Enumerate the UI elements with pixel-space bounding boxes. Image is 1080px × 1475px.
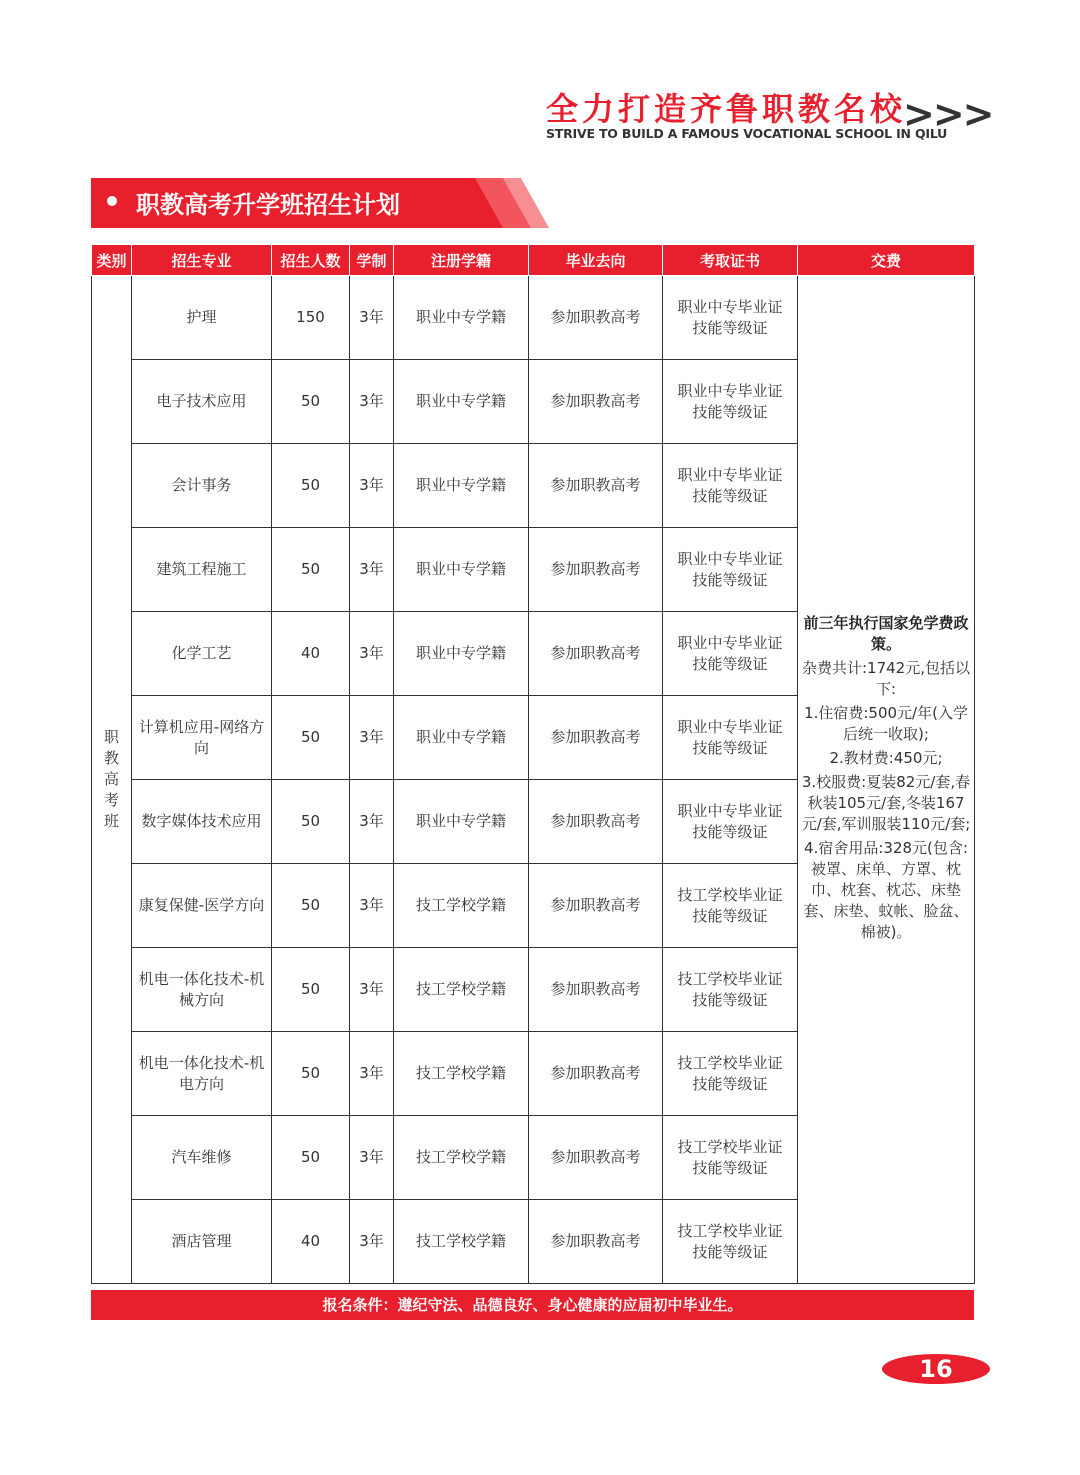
certificate-diploma: 职业中专毕业证 (677, 717, 783, 736)
registry-cell: 职业中专学籍 (394, 444, 529, 528)
years-cell: 3年 (350, 444, 394, 528)
registry-cell: 职业中专学籍 (394, 696, 529, 780)
registry-cell: 职业中专学籍 (394, 780, 529, 864)
certificate-skill: 技能等级证 (692, 990, 768, 1009)
registry-cell: 职业中专学籍 (394, 276, 529, 360)
table-header-row (92, 245, 975, 276)
requirements-bar: 报名条件：遵纪守法、品德良好、身心健康的应届初中毕业生。 (91, 1290, 974, 1320)
years-cell: 3年 (350, 612, 394, 696)
certificate-diploma: 职业中专毕业证 (677, 465, 783, 484)
registry-cell: 技工学校学籍 (394, 864, 529, 948)
fees-item-4: 4.宿舍用品:328元(包含:被罩、床单、方罩、枕巾、枕套、枕芯、床垫套、床垫、蚊帐、脸盆、棉被)。 (803, 839, 969, 941)
certificate-cell (663, 360, 798, 444)
certificate-cell (663, 864, 798, 948)
years-cell: 3年 (350, 1116, 394, 1200)
certificate-diploma: 职业中专毕业证 (677, 801, 783, 820)
certificate-cell (663, 444, 798, 528)
fees-item-2: 2.教材费:450元; (829, 749, 943, 767)
certificate-diploma: 技工学校毕业证 (677, 885, 783, 904)
header-arrows: >>> (903, 92, 993, 136)
count-cell: 50 (272, 948, 350, 1032)
years-cell: 3年 (350, 864, 394, 948)
certificate-skill: 技能等级证 (692, 402, 768, 421)
certificate-diploma: 技工学校毕业证 (677, 1053, 783, 1072)
certificate-skill: 技能等级证 (692, 486, 768, 505)
certificate-cell (663, 1032, 798, 1116)
certificate-cell (663, 528, 798, 612)
count-cell: 50 (272, 696, 350, 780)
registry-cell: 技工学校学籍 (394, 1032, 529, 1116)
years-cell: 3年 (350, 276, 394, 360)
header-registry: 注册学籍 (394, 245, 529, 276)
enrollment-table (91, 245, 975, 1284)
certificate-cell (663, 1200, 798, 1284)
table-row (92, 276, 975, 360)
years-cell: 3年 (350, 1032, 394, 1116)
header-fees: 交费 (798, 245, 975, 276)
destination-cell: 参加职教高考 (529, 948, 663, 1032)
certificate-diploma: 职业中专毕业证 (677, 549, 783, 568)
registry-cell: 技工学校学籍 (394, 1116, 529, 1200)
major-cell: 机电一体化技术-机电方向 (132, 1032, 272, 1116)
major-cell: 计算机应用-网络方向 (132, 696, 272, 780)
count-cell: 50 (272, 360, 350, 444)
registry-cell: 职业中专学籍 (394, 528, 529, 612)
count-cell: 50 (272, 864, 350, 948)
destination-cell: 参加职教高考 (529, 780, 663, 864)
certificate-skill: 技能等级证 (692, 1074, 768, 1093)
certificate-diploma: 职业中专毕业证 (677, 633, 783, 652)
major-cell: 建筑工程施工 (132, 528, 272, 612)
certificate-cell (663, 696, 798, 780)
destination-cell: 参加职教高考 (529, 360, 663, 444)
certificate-cell (663, 780, 798, 864)
years-cell: 3年 (350, 948, 394, 1032)
bullet-icon (107, 196, 117, 206)
certificate-cell (663, 612, 798, 696)
destination-cell: 参加职教高考 (529, 276, 663, 360)
header-count: 招生人数 (272, 245, 350, 276)
certificate-cell (663, 1116, 798, 1200)
certificate-cell (663, 276, 798, 360)
years-cell: 3年 (350, 360, 394, 444)
certificate-diploma: 技工学校毕业证 (677, 969, 783, 988)
category-label: 职教高考班 (103, 728, 119, 830)
registry-cell: 技工学校学籍 (394, 1200, 529, 1284)
major-cell: 会计事务 (132, 444, 272, 528)
header-certificate: 考取证书 (663, 245, 798, 276)
count-cell: 40 (272, 1200, 350, 1284)
years-cell: 3年 (350, 696, 394, 780)
header-category: 类别 (92, 245, 132, 276)
certificate-cell (663, 948, 798, 1032)
count-cell: 50 (272, 780, 350, 864)
fees-cell (798, 276, 975, 1284)
header-subtitle: STRIVE TO BUILD A FAMOUS VOCATIONAL SCHOOL IN QILU (546, 126, 948, 141)
category-cell (92, 276, 132, 1284)
destination-cell: 参加职教高考 (529, 1200, 663, 1284)
major-cell: 电子技术应用 (132, 360, 272, 444)
registry-cell: 职业中专学籍 (394, 360, 529, 444)
header-destination: 毕业去向 (529, 245, 663, 276)
certificate-skill: 技能等级证 (692, 738, 768, 757)
certificate-diploma: 技工学校毕业证 (677, 1221, 783, 1240)
count-cell: 50 (272, 528, 350, 612)
major-cell: 数字媒体技术应用 (132, 780, 272, 864)
section-title: 职教高考升学班招生计划 (136, 191, 400, 219)
certificate-skill: 技能等级证 (692, 1242, 768, 1261)
count-cell: 40 (272, 612, 350, 696)
years-cell: 3年 (350, 1200, 394, 1284)
major-cell: 汽车维修 (132, 1116, 272, 1200)
destination-cell: 参加职教高考 (529, 444, 663, 528)
registry-cell: 技工学校学籍 (394, 948, 529, 1032)
fees-item-1: 1.住宿费:500元/年(入学后统一收取); (804, 704, 968, 743)
count-cell: 150 (272, 276, 350, 360)
count-cell: 50 (272, 1032, 350, 1116)
destination-cell: 参加职教高考 (529, 864, 663, 948)
fees-total: 杂费共计:1742元,包括以下: (802, 659, 970, 698)
certificate-diploma: 技工学校毕业证 (677, 1137, 783, 1156)
destination-cell: 参加职教高考 (529, 528, 663, 612)
header-title: 全力打造齐鲁职教名校 (546, 90, 907, 128)
fees-policy: 前三年执行国家免学费政策。 (803, 614, 969, 653)
registry-cell: 职业中专学籍 (394, 612, 529, 696)
major-cell: 康复保健-医学方向 (132, 864, 272, 948)
destination-cell: 参加职教高考 (529, 1032, 663, 1116)
certificate-skill: 技能等级证 (692, 654, 768, 673)
destination-cell: 参加职教高考 (529, 1116, 663, 1200)
page-number: 16 (882, 1354, 990, 1384)
certificate-skill: 技能等级证 (692, 822, 768, 841)
certificate-skill: 技能等级证 (692, 318, 768, 337)
certificate-diploma: 职业中专毕业证 (677, 381, 783, 400)
certificate-skill: 技能等级证 (692, 570, 768, 589)
certificate-skill: 技能等级证 (692, 906, 768, 925)
major-cell: 化学工艺 (132, 612, 272, 696)
major-cell: 酒店管理 (132, 1200, 272, 1284)
certificate-diploma: 职业中专毕业证 (677, 297, 783, 316)
major-cell: 机电一体化技术-机械方向 (132, 948, 272, 1032)
header-years: 学制 (350, 245, 394, 276)
destination-cell: 参加职教高考 (529, 696, 663, 780)
years-cell: 3年 (350, 528, 394, 612)
fees-item-3: 3.校服费:夏装82元/套,春秋装105元/套,冬装167元/套,军训服装110元/套; (801, 773, 971, 833)
years-cell: 3年 (350, 780, 394, 864)
destination-cell: 参加职教高考 (529, 612, 663, 696)
certificate-skill: 技能等级证 (692, 1158, 768, 1177)
count-cell: 50 (272, 444, 350, 528)
header-major: 招生专业 (132, 245, 272, 276)
major-cell: 护理 (132, 276, 272, 360)
count-cell: 50 (272, 1116, 350, 1200)
